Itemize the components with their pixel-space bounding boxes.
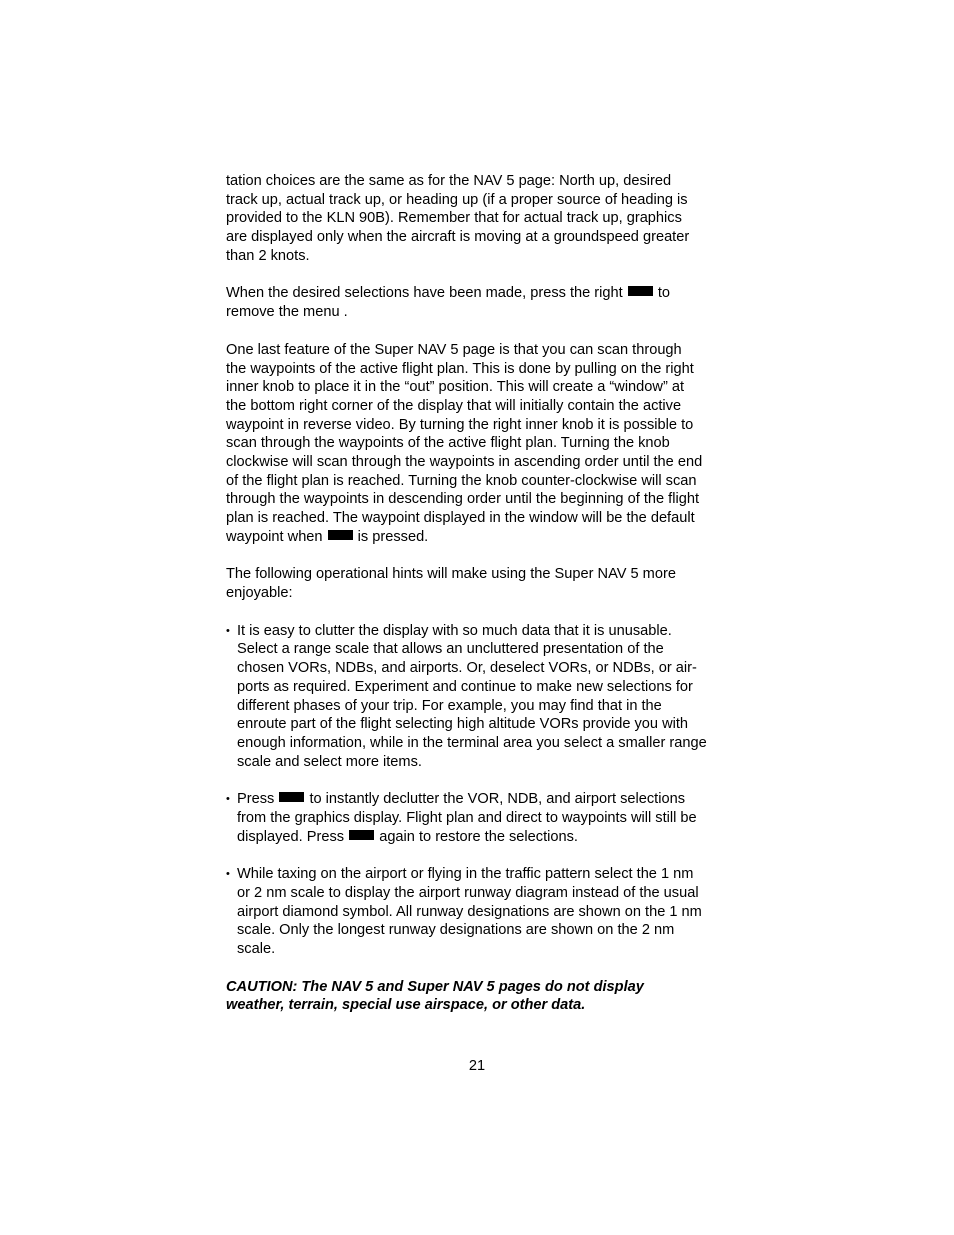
text-line: provided to the KLN 90B). Remember that for actual track up, graphics <box>226 210 682 227</box>
paragraph-orientation <box>226 172 746 265</box>
text-fragment: waypoint when <box>226 528 323 545</box>
text-line: enroute part of the flight selecting high altitude VORs provide you with <box>237 716 689 733</box>
text-line: The following operational hints will make using the Super NAV 5 more <box>226 566 676 583</box>
text-line: different phases of your trip. For example, you may find that in the <box>237 697 662 714</box>
bullet-clutter <box>226 622 746 772</box>
text-line: ports as required. Experiment and continue to make new selections for <box>237 678 693 695</box>
text-line: of the flight plan is reached. Turning the knob counter-clockwise will scan <box>226 472 697 489</box>
text-fragment: again to restore the selections. <box>379 828 578 845</box>
paragraph-remove-menu <box>226 284 746 321</box>
text-line: chosen VORs, NDBs, and airports. Or, deselect VORs, or NDBs, or air- <box>237 660 697 677</box>
document-page <box>226 172 746 1034</box>
bullet-icon: • <box>226 624 230 637</box>
text-line: enough information, while in the terminal area you select a smaller range <box>237 734 707 751</box>
text-line: plan is reached. The waypoint displayed in the window will be the default <box>226 510 695 526</box>
text-line: remove the menu . <box>226 304 348 321</box>
bullet-icon: • <box>226 793 230 806</box>
text-fragment: displayed. Press <box>237 828 345 845</box>
text-line <box>226 828 746 847</box>
text-line <box>226 528 746 547</box>
text-fragment: It is easy to clutter the display with so much data that it is unusable. <box>237 622 672 639</box>
text-line: than 2 knots. <box>226 247 310 264</box>
text-line: tation choices are the same as for the NAV 5 page: North up, desired <box>226 173 672 189</box>
text-line: clockwise will scan through the waypoints in ascending order until the end <box>226 453 703 470</box>
key-symbol-icon <box>279 792 304 802</box>
text-fragment: to instantly declutter the VOR, NDB, and airport selections <box>309 791 685 808</box>
text-line: scale and select more items. <box>237 753 422 770</box>
paragraph-hints-intro <box>226 565 746 602</box>
caution-note <box>226 978 746 1015</box>
key-symbol-icon <box>349 830 374 840</box>
text-line <box>226 622 746 641</box>
text-line: enjoyable: <box>226 585 293 602</box>
text-line: One last feature of the Super NAV 5 page is that you can scan through <box>226 341 682 358</box>
text-line: track up, actual track up, or heading up (if a proper source of heading is <box>226 191 688 208</box>
text-line: Select a range scale that allows an uncluttered presentation of the <box>237 641 664 658</box>
text-line <box>226 790 746 809</box>
paragraph-scan-waypoints <box>226 341 746 547</box>
text-line: the waypoints of the active flight plan. This is done by pulling on the right <box>226 360 694 377</box>
bullet-declutter <box>226 790 746 846</box>
text-line: or 2 nm scale to display the airport runway diagram instead of the usual <box>237 885 699 901</box>
text-line: scan through the waypoints of the active flight plan. Turning the knob <box>226 435 670 452</box>
text-line <box>226 865 746 884</box>
text-line: airport diamond symbol. All runway designations are shown on the 1 nm <box>237 903 702 920</box>
text-fragment: While taxing on the airport or flying in the traffic pattern select the 1 nm <box>237 866 694 883</box>
key-symbol-icon <box>628 286 653 296</box>
bullet-runway-diagram <box>226 865 746 958</box>
text-fragment: When the desired selections have been made, press the right <box>226 285 623 302</box>
text-line: from the graphics display. Flight plan and direct to waypoints will still be <box>237 809 697 826</box>
bullet-icon: • <box>226 868 230 881</box>
text-line: the bottom right corner of the display that will initially contain the active <box>226 397 682 414</box>
text-line: scale. <box>237 941 276 958</box>
text-line: are displayed only when the aircraft is moving at a groundspeed greater <box>226 229 690 246</box>
text-fragment: is pressed. <box>357 528 429 545</box>
text-line: CAUTION: The NAV 5 and Super NAV 5 pages do not display <box>226 978 644 995</box>
text-line: through the waypoints in descending order until the beginning of the flight <box>226 491 699 508</box>
page-number: 21 <box>468 1058 486 1074</box>
text-line <box>226 284 746 303</box>
text-line: inner knob to place it in the “out” position. This will create a “window” at <box>226 379 685 396</box>
text-line: weather, terrain, special use airspace, or other data. <box>226 997 586 1014</box>
text-fragment: to <box>657 285 670 302</box>
text-fragment: Press <box>237 791 275 808</box>
key-symbol-icon <box>328 530 353 540</box>
text-line: waypoint in reverse video. By turning the right inner knob it is possible to <box>226 416 694 433</box>
text-line: scale. Only the longest runway designations are shown on the 2 nm <box>237 922 675 939</box>
